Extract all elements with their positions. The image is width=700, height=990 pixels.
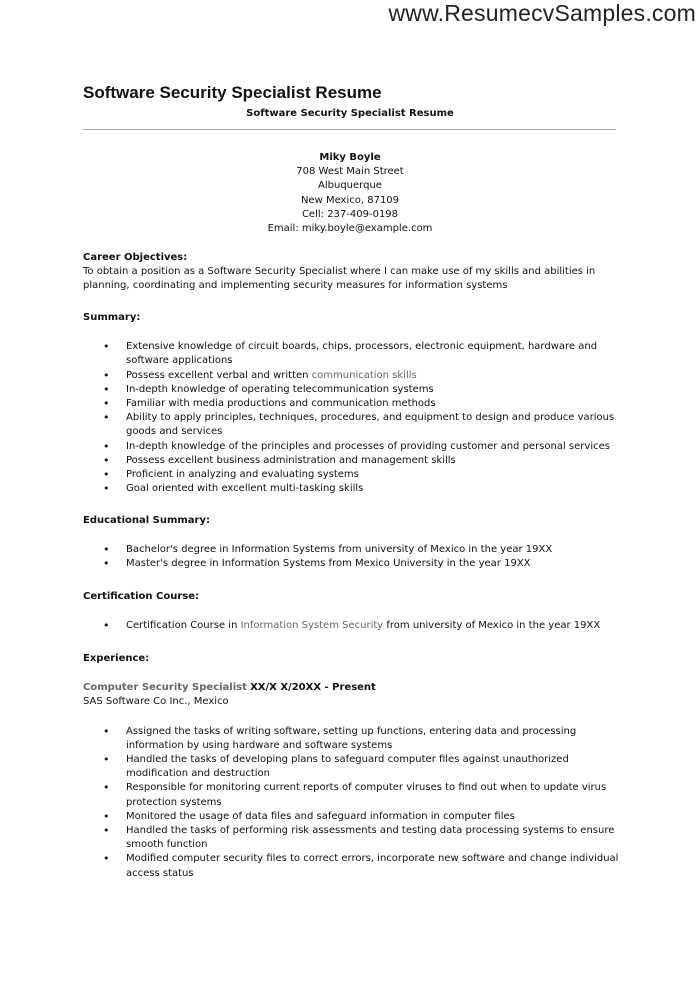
list-item: • Handled the tasks of performing risk assessments and testing data processing systems to ensure smooth function xyxy=(83,824,623,852)
resume-subtitle: Software Security Specialist Resume xyxy=(246,108,454,119)
information-system-security-link[interactable]: Information System Security xyxy=(240,620,384,632)
site-watermark: www.ResumecvSamples.com xyxy=(388,0,696,26)
contact-street: 708 West Main Street xyxy=(296,166,404,178)
summary-heading: Summary: xyxy=(83,312,141,323)
list-item: • Modified computer security files to correct errors, incorporate new software and change individual access status xyxy=(83,852,623,880)
career-objectives-text: To obtain a position as a Software Security Specialist where I can make use of my skills and abilities in planning, coordinating and implementing security measures for information systems xyxy=(83,266,596,292)
list-item: • In-depth knowledge of the principles and processes of providing customer and personal services xyxy=(83,440,623,454)
certification-section xyxy=(83,590,623,633)
contact-city: Albuquerque xyxy=(318,180,382,192)
list-item: • Master's degree in Information Systems from Mexico University in the year 19XX xyxy=(83,557,623,571)
list-item-text: Certification Course in xyxy=(126,620,241,632)
list-item xyxy=(83,619,623,633)
experience-heading: Experience: xyxy=(83,653,150,664)
summary-section xyxy=(83,311,623,496)
education-list xyxy=(83,543,623,571)
list-item xyxy=(83,369,623,383)
career-objectives-section xyxy=(83,251,623,294)
list-item: • Handled the tasks of developing plans to safeguard computer files against unauthorized modification and destruction xyxy=(83,753,623,781)
list-item-text: from university of Mexico in the year 19XX xyxy=(383,620,601,632)
contact-name: Miky Boyle xyxy=(319,152,381,163)
education-heading: Educational Summary: xyxy=(83,515,210,526)
certification-heading: Certification Course: xyxy=(83,591,200,602)
experience-list xyxy=(83,725,623,881)
contact-block xyxy=(0,151,700,236)
list-item-text: Possess excellent verbal and written xyxy=(126,369,312,381)
list-item: • Proficient in analyzing and evaluating systems xyxy=(83,468,623,482)
contact-cell: Cell: 237-409-0198 xyxy=(301,208,399,220)
contact-email: Email: miky.boyle@example.com xyxy=(267,223,433,235)
communication-skills-link[interactable]: communication skills xyxy=(311,369,417,381)
job-dates: XX/X X/20XX - Present xyxy=(250,682,376,694)
job-company: SAS Software Co Inc., Mexico xyxy=(83,696,229,708)
list-item: • Ability to apply principles, techniques, procedures, and equipment to design and produce various goods and services xyxy=(83,411,623,439)
list-item: • Familiar with media productions and communication methods xyxy=(83,397,623,411)
contact-state-zip: New Mexico, 87109 xyxy=(300,194,400,206)
list-item: • Goal oriented with excellent multi-tasking skills xyxy=(83,482,623,496)
title-divider xyxy=(83,129,616,130)
list-item: • In-depth knowledge of operating telecommunication systems xyxy=(83,383,623,397)
list-item: • Bachelor's degree in Information Systems from university of Mexico in the year 19XX xyxy=(83,543,623,557)
list-item: • Monitored the usage of data files and safeguard information in computer files xyxy=(83,810,623,824)
list-item: • Possess excellent business administration and management skills xyxy=(83,454,623,468)
list-item: • Assigned the tasks of writing software, setting up functions, entering data and processing information by using hardware and software systems xyxy=(83,725,623,753)
list-item: • Extensive knowledge of circuit boards, chips, processors, electronic equipment, hardware and software applications xyxy=(83,340,623,368)
certification-list xyxy=(83,619,623,633)
resume-title: Software Security Specialist Resume xyxy=(83,83,382,102)
summary-list xyxy=(83,340,623,496)
experience-section xyxy=(83,652,623,881)
education-section xyxy=(83,514,623,572)
job-header xyxy=(83,681,623,695)
career-objectives-heading: Career Objectives: xyxy=(83,252,188,263)
job-title-link[interactable]: Computer Security Specialist xyxy=(83,682,247,694)
list-item: • Responsible for monitoring current reports of computer viruses to find out when to update virus protection systems xyxy=(83,781,623,809)
